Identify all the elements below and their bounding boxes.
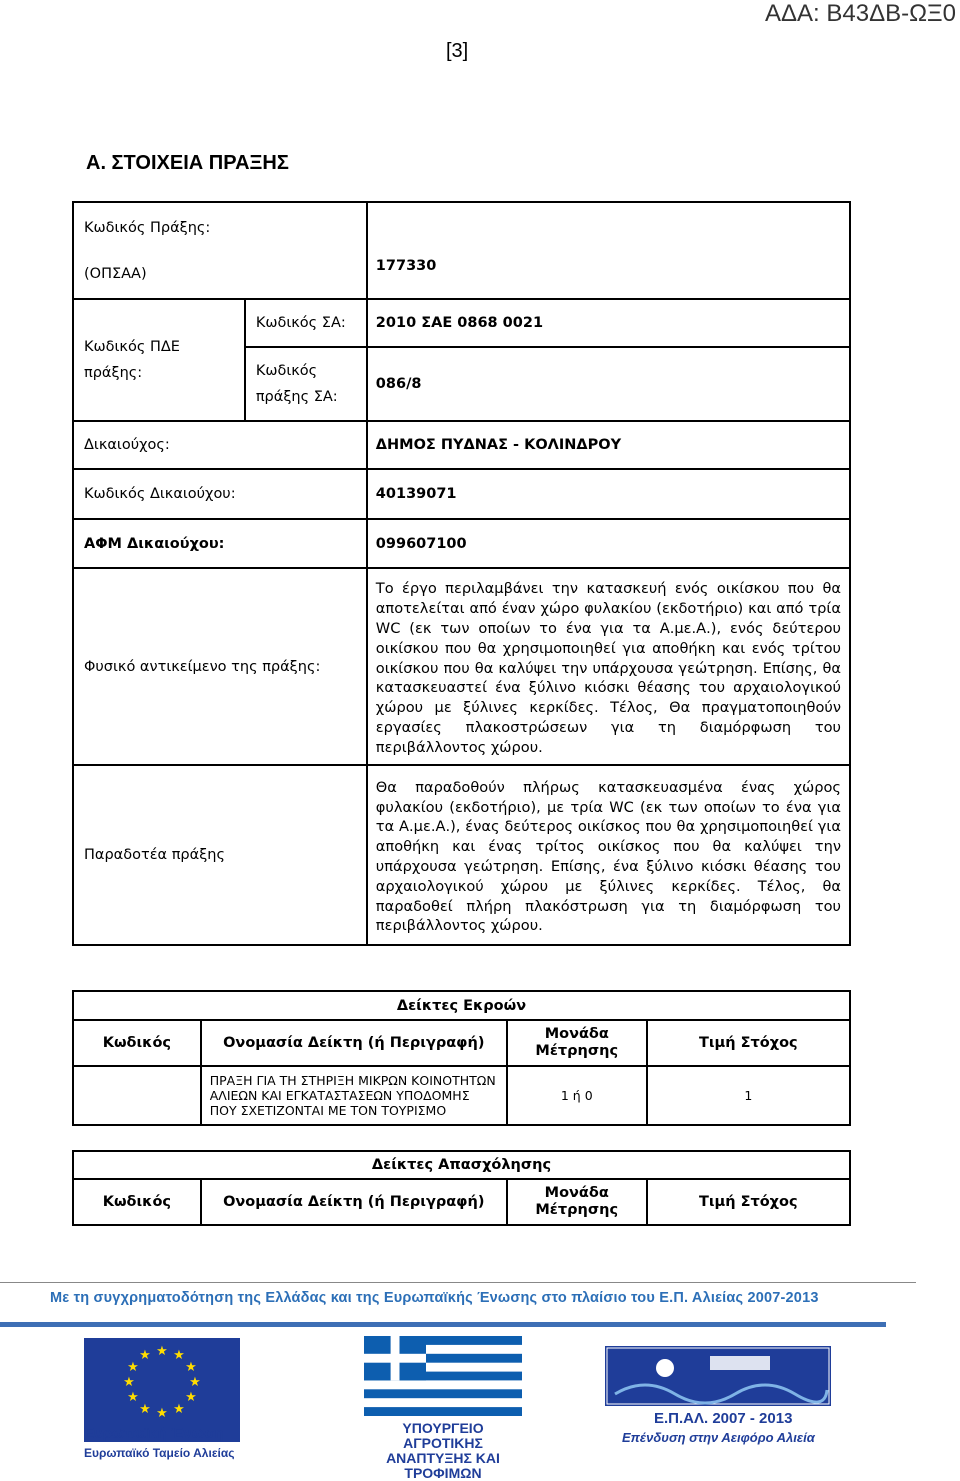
svg-text:★: ★ — [127, 1360, 139, 1375]
ada-code: ΑΔΑ: Β43ΔΒ-ΩΞ0 — [764, 0, 956, 27]
project-code-label: Κωδικός Πράξης: (ΟΠΣΑΑ) — [73, 202, 367, 299]
sa-project-value: 086/8 — [367, 347, 850, 421]
page-number: [3] — [446, 40, 469, 62]
deliverables-label: Παραδοτέα πράξης — [73, 765, 367, 945]
output-row-unit: 1 ή 0 — [507, 1066, 647, 1125]
output-header-description: Ονομασία Δείκτη (ή Περιγραφή) — [201, 1020, 507, 1066]
employment-indicators-table — [72, 1150, 851, 1226]
deliverables-value: Θα παραδοθούν πλήρως κατασκευασμένα ένας χώρος φυλακίου (εκδοτήριο), με τρία WC (εκ των οποίων το ένα για τα Α.με.Α.), ένας δεύτερος οικίσκος που θα χρησιμοποιηθεί για αποθήκη και ένας τρίτος οικίσκος που θα καλύψει την υπάρχουσα γεώτρηση. Επίσης, ένα ξύλινο κιόσκι θέασης του αρχαιολογικού χώρου με ξύλινες κερκίδες. Τέλος, θα παραδοθεί πλήρη πλακόστρωση για τη διαμόρφωση του περιβάλλοντος χώρου. — [367, 765, 850, 945]
output-row-description: ΠΡΑΞΗ ΓΙΑ ΤΗ ΣΤΗΡΙΞΗ ΜΙΚΡΩΝ ΚΟΙΝΟΤΗΤΩΝ ΑΛΙΕΩΝ ΚΑΙ ΕΓΚΑΤΑΣΤΑΣΕΩΝ ΥΠΟΔΟΜΗΣ ΠΟΥ ΣΧΕΤΙΖΟΝΤΑΙ ΜΕ ΤΟΝ ΤΟΥΡΙΣΜΟ — [201, 1066, 507, 1125]
afm-label: ΑΦΜ Δικαιούχου: — [73, 519, 367, 568]
svg-text:★: ★ — [123, 1375, 135, 1390]
afm-value: 099607100 — [367, 519, 850, 568]
employment-header-description: Ονομασία Δείκτη (ή Περιγραφή) — [201, 1179, 507, 1225]
output-header-code: Κωδικός — [73, 1020, 201, 1066]
output-row-code — [73, 1066, 201, 1125]
eu-subcaption: Ευρωπαϊκό Ταμείο Αλιείας — [84, 1446, 235, 1460]
epal-logo — [605, 1346, 831, 1406]
svg-text:★: ★ — [173, 1348, 185, 1363]
ministry-caption: ΥΠΟΥΡΓΕΙΟ ΑΓΡΟΤΙΚΗΣ ΑΝΑΠΤΥΞΗΣ ΚΑΙ ΤΡΟΦΙΜΩΝ — [386, 1420, 500, 1481]
output-header-target: Τιμή Στόχος — [647, 1020, 850, 1066]
employment-indicators-title: Δείκτες Απασχόλησης — [73, 1151, 850, 1179]
svg-text:★: ★ — [156, 1344, 168, 1359]
project-code-value: 177330 — [367, 202, 850, 299]
svg-text:★: ★ — [156, 1406, 168, 1421]
pde-code-label: Κωδικός ΠΔΕ πράξης: — [73, 299, 245, 421]
sa-code-value: 2010 ΣΑΕ 0868 0021 — [367, 299, 850, 347]
svg-text:★: ★ — [173, 1402, 185, 1417]
physical-object-label: Φυσικό αντικείμενο της πράξης: — [73, 568, 367, 765]
eu-caption: Ευρωπαϊκή Ένωση — [84, 1425, 224, 1442]
epal-caption: Ε.Π.ΑΛ. 2007 - 2013 — [654, 1410, 793, 1427]
sa-code-label: Κωδικός ΣΑ: — [245, 299, 367, 347]
svg-text:★: ★ — [139, 1402, 151, 1417]
employment-header-code: Κωδικός — [73, 1179, 201, 1225]
beneficiary-label: Δικαιούχος: — [73, 421, 367, 469]
beneficiary-code-label: Κωδικός Δικαιούχου: — [73, 469, 367, 519]
output-indicators-title: Δείκτες Εκροών — [73, 991, 850, 1020]
output-header-unit: Μονάδα Μέτρησης — [507, 1020, 647, 1066]
cofinancing-text: Με τη συγχρηματοδότηση της Ελλάδας και της Ευρωπαϊκής Ένωσης στο πλαίσιο του Ε.Π. Αλιείας 2007-2013 — [50, 1290, 819, 1306]
physical-object-value: Το έργο περιλαμβάνει την κατασκευή ενός οικίσκου που θα αποτελείται από έναν χώρο φυλακίου (εκδοτήριο) και από τρία WC (εκ των οποίων το ένα για τα Α.με.Α.), ενός δεύτερου οικίσκου που θα χρησιμοποιηθεί για αποθήκη και ενός τρίτου οικίσκου που θα καλύψει την υπάρχουσα γεώτρηση. Επίσης, θα κατασκευαστεί ένα ξύλινο κιόσκι θέασης του αρχαιολογικού χώρου με ξύλινες κερκίδες. Τέλος, Θα πραγματοποιηθούν εργασίες πλακοστρώσεων για τη διαμόρφωση του περιβάλλοντος χώρου. — [367, 568, 850, 765]
footer-blue-bar — [0, 1322, 886, 1327]
sa-project-label: Κωδικός πράξης ΣΑ: — [245, 347, 367, 421]
beneficiary-value: ΔΗΜΟΣ ΠΥΔΝΑΣ - ΚΟΛΙΝΔΡΟΥ — [367, 421, 850, 469]
employment-header-unit: Μονάδα Μέτρησης — [507, 1179, 647, 1225]
svg-text:★: ★ — [185, 1390, 197, 1405]
project-details-table — [72, 201, 851, 946]
svg-text:★: ★ — [127, 1390, 139, 1405]
svg-text:★: ★ — [185, 1360, 197, 1375]
beneficiary-code-value: 40139071 — [367, 469, 850, 519]
section-title: Α. ΣΤΟΙΧΕΙΑ ΠΡΑΞΗΣ — [86, 152, 289, 174]
output-indicators-table — [72, 990, 851, 1126]
epal-subcaption: Επένδυση στην Αειφόρο Αλιεία — [622, 1430, 815, 1445]
svg-text:★: ★ — [139, 1348, 151, 1363]
employment-header-target: Τιμή Στόχος — [647, 1179, 850, 1225]
footer-divider — [0, 1282, 916, 1283]
svg-text:★: ★ — [189, 1375, 201, 1390]
output-row-target: 1 — [647, 1066, 850, 1125]
